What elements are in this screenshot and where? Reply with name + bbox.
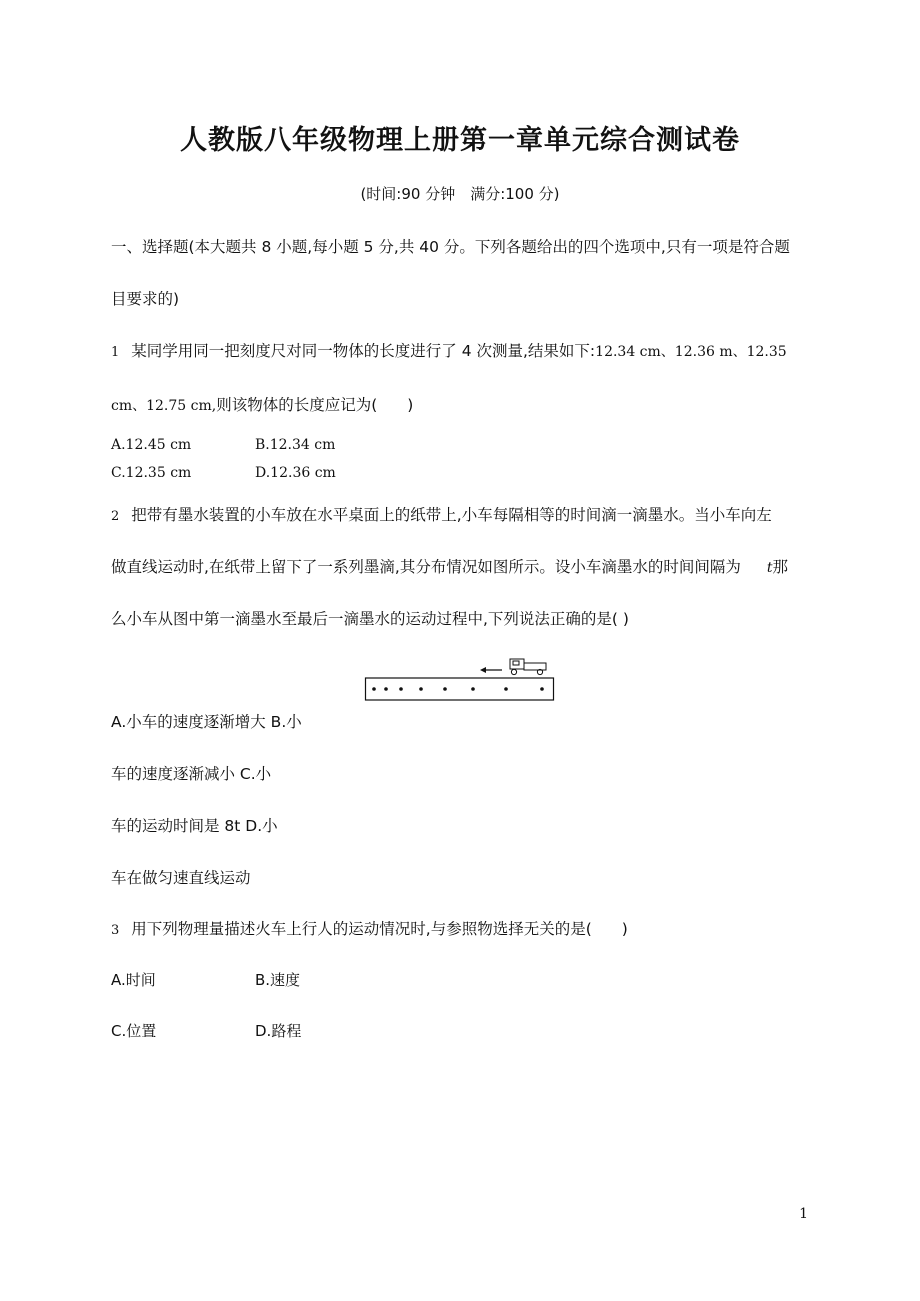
question-2-line3: 么小车从图中第一滴墨水至最后一滴墨水的运动过程中,下列说法正确的是( )	[111, 610, 629, 628]
ink-drop-figure	[364, 654, 556, 704]
question-2-number: 2	[111, 509, 120, 524]
ink-drop	[419, 687, 423, 691]
ink-drops	[372, 687, 544, 691]
cart-icon	[510, 659, 546, 675]
question-3-number: 3	[111, 923, 120, 938]
section-heading-line2: 目要求的)	[111, 290, 180, 308]
ink-drop	[384, 687, 388, 691]
question-2-text-2-end: 那	[772, 558, 789, 576]
question-2-line6: 车的运动时间是 8t D.小	[111, 817, 278, 835]
direction-arrow	[480, 667, 502, 673]
question-1-values: 12.34 cm、12.36 m、12.35	[595, 344, 787, 360]
question-1-close: )	[407, 396, 414, 414]
question-1-prompt: 则该物体的长度应记为(	[216, 396, 378, 414]
question-3-option-b: B.速度	[255, 971, 301, 989]
question-3-text: 用下列物理量描述火车上行人的运动情况时,与参照物选择无关的是(	[131, 920, 592, 938]
ink-drop	[504, 687, 508, 691]
question-2-variable-t: t	[766, 560, 773, 576]
page-number: 1	[799, 1206, 808, 1222]
question-3-option-a: A.时间	[111, 971, 156, 989]
ink-drop	[399, 687, 403, 691]
section-heading-line1: 一、选择题(本大题共 8 小题,每小题 5 分,共 40 分。下列各题给出的四个选项中,只有一项是符合题	[111, 238, 790, 256]
ink-drop	[372, 687, 376, 691]
ink-drop	[443, 687, 447, 691]
question-2-line1	[111, 503, 772, 525]
question-2-text: 把带有墨水装置的小车放在水平桌面上的纸带上,小车每隔相等的时间滴一滴墨水。当小车向左	[131, 506, 772, 524]
question-1-option-b: B.12.34 cm	[255, 437, 336, 453]
question-1-line1	[111, 339, 787, 361]
question-1-line2	[111, 393, 413, 415]
question-2-line5: 车的速度逐渐减小 C.小	[111, 765, 272, 783]
question-1-option-a: A.12.45 cm	[111, 437, 192, 453]
ink-drop	[540, 687, 544, 691]
question-3-option-d: D.路程	[255, 1022, 302, 1040]
question-1-option-d: D.12.36 cm	[255, 465, 336, 481]
question-1-option-c: C.12.35 cm	[111, 465, 192, 481]
paper-tape	[366, 678, 554, 700]
question-2-line4: A.小车的速度逐渐增大 B.小	[111, 713, 302, 731]
question-1-text: 某同学用同一把刻度尺对同一物体的长度进行了 4 次测量,结果如下:	[131, 342, 596, 360]
question-3-line1	[111, 917, 628, 939]
question-2-line7: 车在做匀速直线运动	[111, 869, 251, 887]
question-2-text-2: 做直线运动时,在纸带上留下了一系列墨滴,其分布情况如图所示。设小车滴墨水的时间间隔为	[111, 558, 741, 576]
question-2-line2	[111, 555, 788, 577]
question-1-number: 1	[111, 345, 120, 360]
question-3-option-c: C.位置	[111, 1022, 157, 1040]
question-3-close: )	[621, 920, 628, 938]
exam-info: (时间:90 分钟 满分:100 分)	[360, 185, 560, 203]
question-1-values-cont: cm、12.75 cm,	[111, 398, 217, 414]
page-title: 人教版八年级物理上册第一章单元综合测试卷	[180, 125, 740, 156]
ink-drop	[471, 687, 475, 691]
